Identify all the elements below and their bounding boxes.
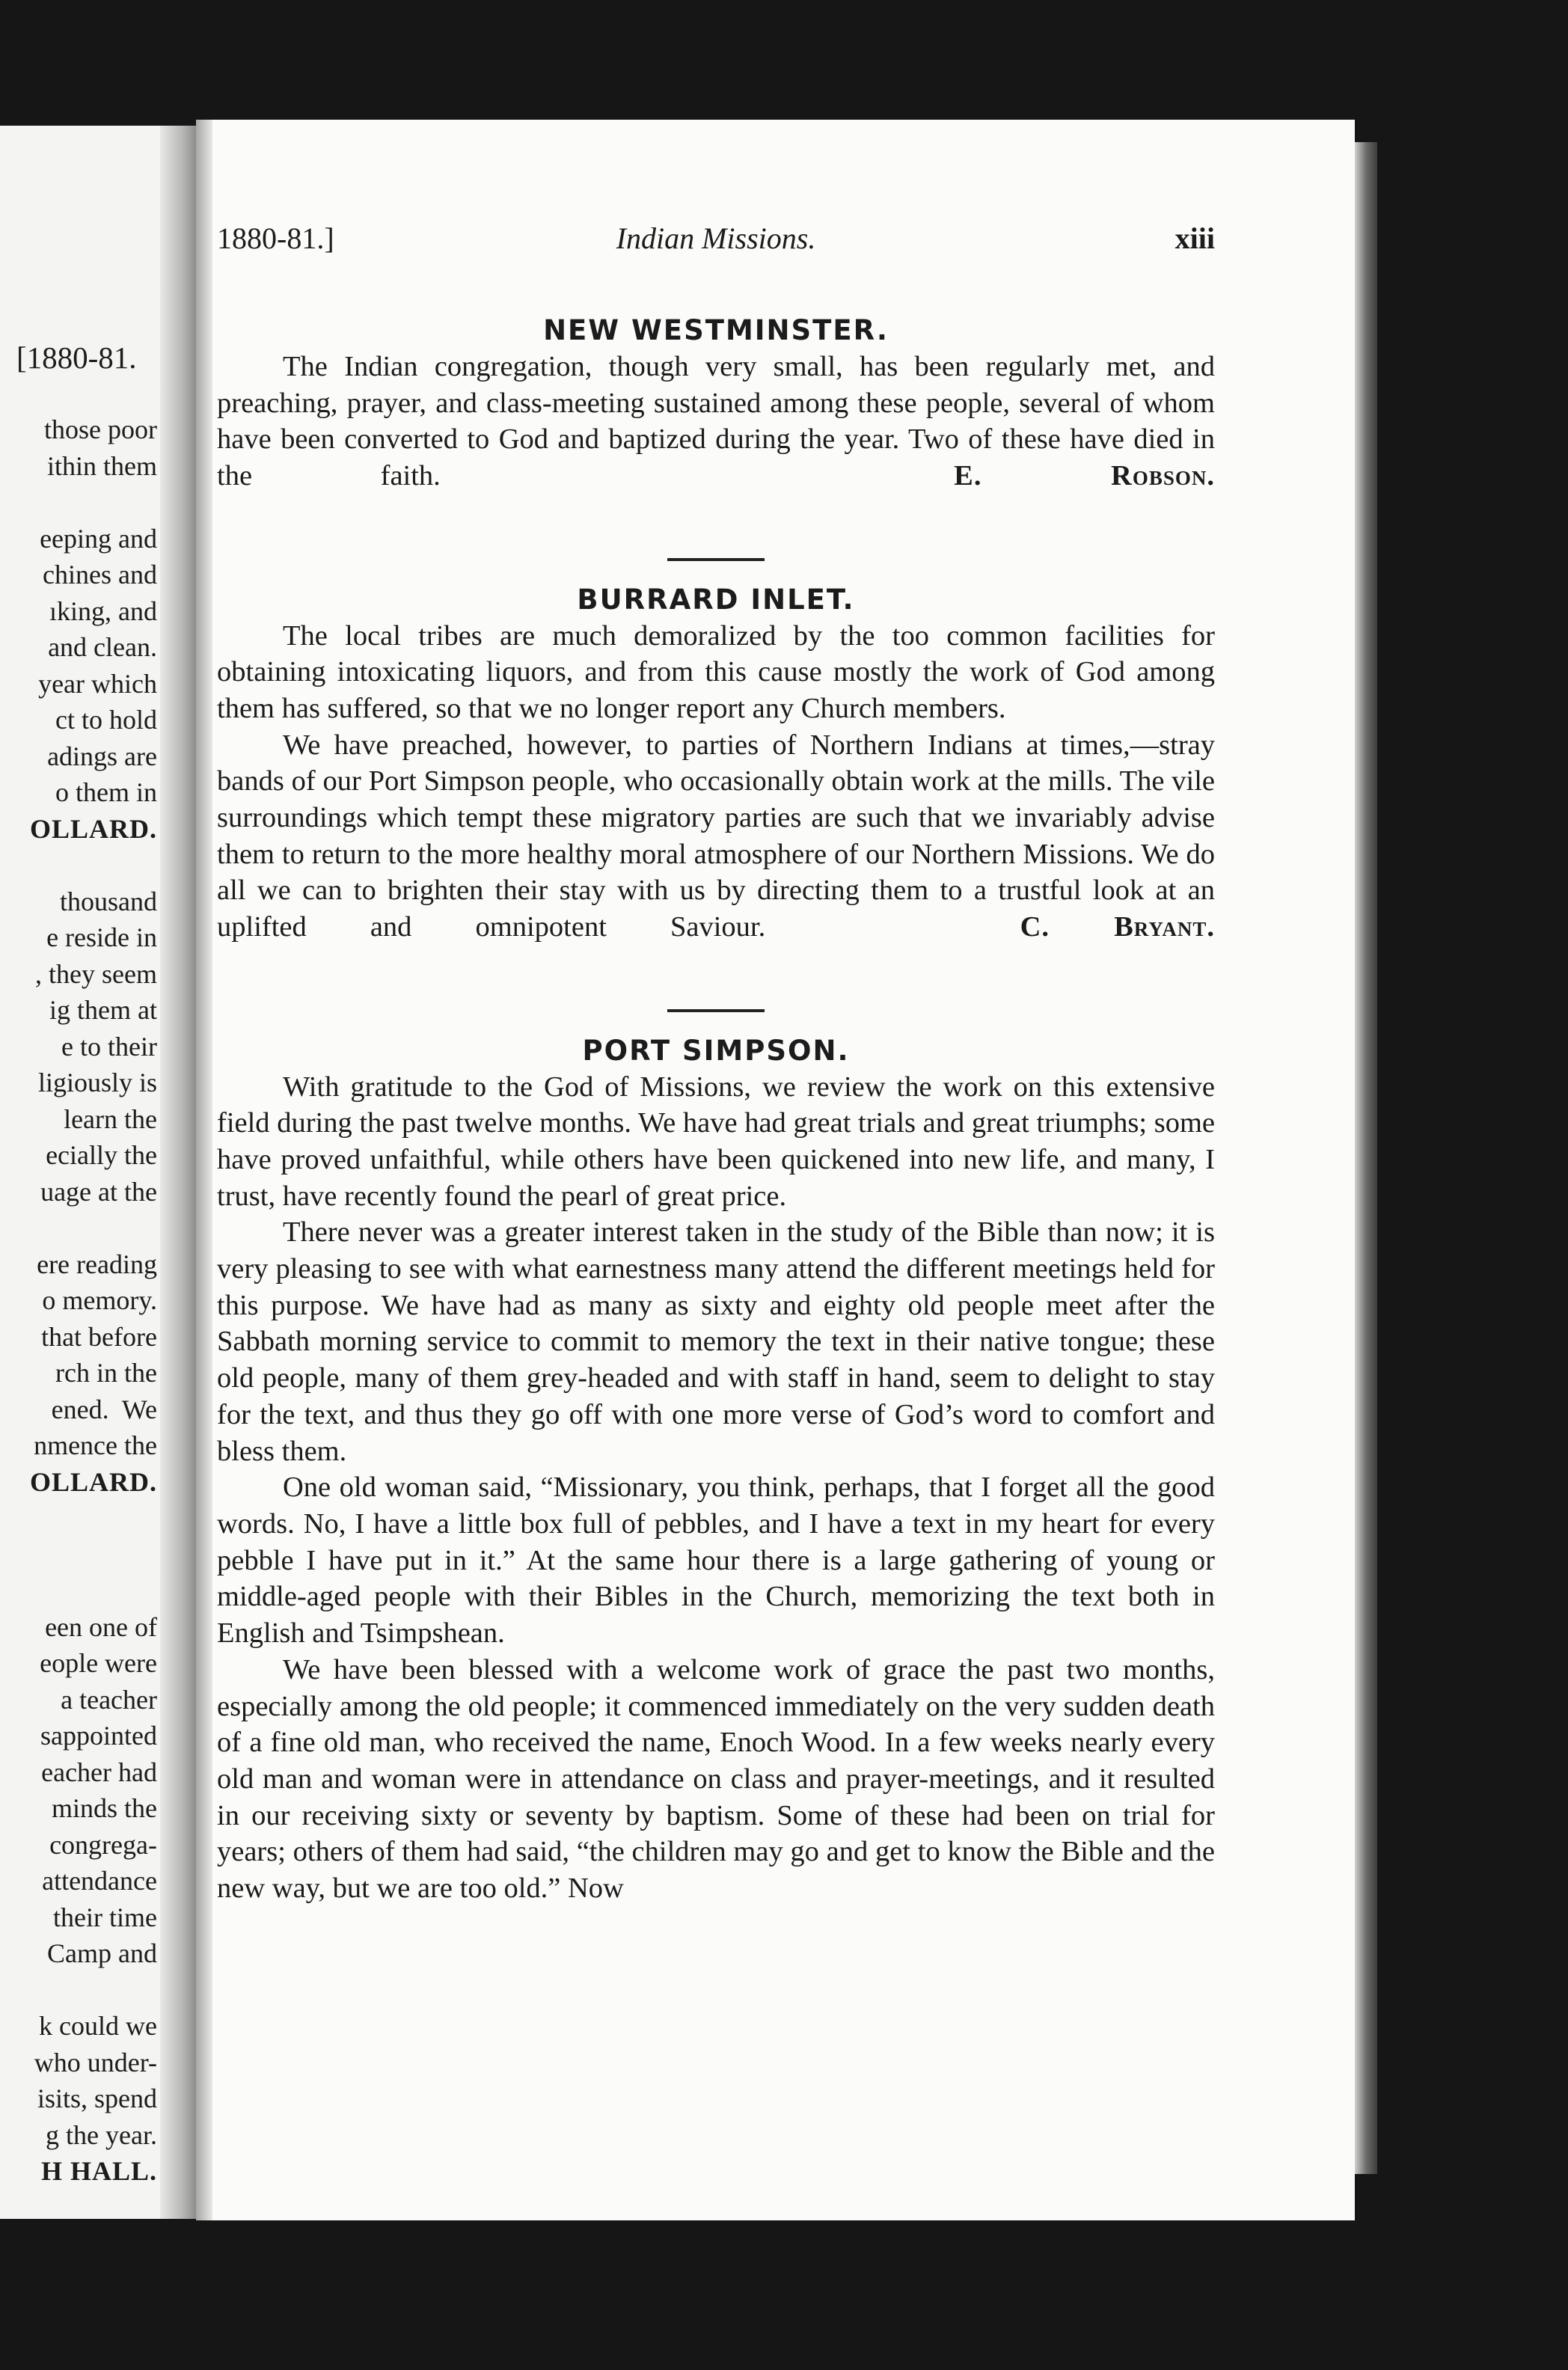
running-head bbox=[217, 221, 1215, 258]
section-heading-port-simpson: PORT SIMPSON. bbox=[582, 1034, 850, 1067]
previous-page-line: eople were bbox=[40, 1648, 157, 1678]
previous-page-line: learn the bbox=[64, 1103, 157, 1134]
previous-page-gap bbox=[30, 484, 157, 521]
previous-page-line: ct to hold bbox=[55, 705, 157, 735]
previous-page-line: and clean. bbox=[48, 632, 157, 662]
previous-page-line: that before bbox=[41, 1321, 157, 1352]
signature: C. Bryant. bbox=[1020, 911, 1216, 943]
previous-page-line: attendance bbox=[42, 1866, 157, 1896]
running-head-year: 1880-81.] bbox=[217, 221, 334, 255]
previous-page-text bbox=[30, 411, 157, 2190]
previous-page-gap bbox=[30, 1500, 157, 1537]
previous-page-line: een one of bbox=[45, 1611, 157, 1642]
previous-page-line: who under- bbox=[34, 2047, 157, 2077]
previous-page-line: OLLARD. bbox=[29, 813, 157, 844]
previous-page-line: OLLARD. bbox=[29, 1466, 157, 1497]
section-paragraph: We have been blessed with a welcome work of grace the past two months, especially among the old people; it commenced immediately on the very sudden death of a fine old man, who received the name, Enoch Wood. In a few weeks nearly every old man and woman were in attendance on class and prayer-meetings, and it resulted in our receiving sixty or seventy by baptism. Some of these had been on trial for years; others of them had said, “the children may go and get to know the Bible and the new way, but we are too old.” Now bbox=[217, 1653, 1215, 1905]
previous-page-gap bbox=[30, 1972, 157, 2009]
running-head-title: Indian Missions. bbox=[616, 221, 816, 255]
previous-page-line: minds the bbox=[52, 1793, 157, 1823]
previous-page-line: chines and bbox=[43, 560, 157, 590]
previous-page-line: o them in bbox=[55, 777, 157, 807]
previous-page-gap bbox=[30, 1210, 157, 1246]
section-paragraph: With gratitude to the God of Missions, we review the work on this extensive field during the past twelve months. We have had great trials and great triumphs; some have proved unfaithful, while others have been quickened into new life, and many, I trust, have recently found the pearl of great price. bbox=[217, 1071, 1215, 1212]
page-body bbox=[217, 313, 1215, 1907]
section-heading-new-westminster: NEW WESTMINSTER. bbox=[543, 314, 889, 346]
section-paragraph: One old woman said, “Missionary, you think, perhaps, that I forget all the good words. No, I have a little box full of pebbles, and I have a text in my heart for every pebble I have put in it.” At the same hour there is a large gathering of young or middle-aged people with their Bibles in the Church, memorizing the text both in English and Tsimpshean. bbox=[217, 1472, 1215, 1650]
section-divider bbox=[667, 558, 765, 561]
previous-page-line: ligiously is bbox=[37, 1068, 157, 1097]
previous-page-line: eacher had bbox=[41, 1757, 157, 1787]
previous-page-line: nmence the bbox=[34, 1430, 157, 1460]
previous-page-header: [1880-81. bbox=[16, 340, 137, 375]
previous-page-line: ithin them bbox=[47, 450, 157, 481]
page-number: xiii bbox=[1175, 221, 1215, 255]
book-gutter bbox=[160, 126, 196, 2219]
previous-page-line: adings are bbox=[47, 741, 157, 771]
previous-page-line: a teacher bbox=[61, 1684, 157, 1715]
section-paragraph: The Indian congregation, though very small, has been regularly met, and preaching, prayer, and class-meeting sustained among these people, several of whom have been converted to God and baptized during the year. Two of these have died in the faith. E. Robson. bbox=[217, 351, 1216, 492]
page-stack-edge bbox=[1355, 142, 1377, 2174]
previous-page-line: year which bbox=[38, 668, 157, 699]
previous-page-line: rch in the bbox=[55, 1358, 157, 1388]
section-heading-burrard-inlet: BURRARD INLET. bbox=[577, 583, 855, 616]
previous-page-line: eeping and bbox=[40, 523, 157, 554]
previous-page-line: ened. We bbox=[51, 1394, 157, 1424]
previous-page-line: o memory. bbox=[42, 1285, 157, 1315]
previous-page-line: congrega- bbox=[49, 1829, 157, 1860]
previous-page-gap bbox=[30, 1573, 157, 1609]
previous-page-line: Camp and bbox=[47, 1938, 157, 1968]
previous-page-line: thousand bbox=[60, 886, 157, 916]
signature: E. Robson. bbox=[954, 460, 1216, 492]
previous-page-line: k could we bbox=[39, 2011, 157, 2041]
previous-page-line: , they seem bbox=[35, 958, 157, 989]
section-divider bbox=[667, 1009, 765, 1012]
previous-page-gap bbox=[30, 847, 157, 884]
section-paragraph: We have preached, however, to parties of Northern Indians at times,—stray bands of our Port Simpson people, who occasionally obtain work at the mills. The vile surroundings which tempt these migratory parties are such that we invariably advise them to return to the more healthy moral atmosphere of our Northern Missions. We do all we can to brighten their stay with us by directing them to a trustful look at an uplifted and omnipotent Saviour. C. Bryant. bbox=[217, 729, 1216, 943]
previous-page-line: uage at the bbox=[40, 1176, 157, 1207]
previous-page-line: ecially the bbox=[46, 1140, 157, 1170]
previous-page-line: g the year. bbox=[46, 2119, 157, 2150]
previous-page-gap bbox=[30, 1537, 157, 1573]
previous-page-line: those poor bbox=[44, 414, 157, 444]
previous-page-line: sappointed bbox=[40, 1721, 157, 1751]
section-paragraph: The local tribes are much demoralized by the too common facilities for obtaining intoxicating liquors, and from this cause mostly the work of God among them has suffered, so that we no longer report any Church members. bbox=[217, 619, 1215, 724]
previous-page-line: e reside in bbox=[46, 922, 157, 952]
previous-page-line: isits, spend bbox=[37, 2083, 157, 2113]
previous-page-line: their time bbox=[53, 1902, 157, 1932]
section-paragraph: There never was a greater interest taken in the study of the Bible than now; it is very pleasing to see with what earnestness many attend the different meetings held for this purpose. We have had as many as sixty and eighty old people meet after the Sabbath morning service to commit to memory the text in their native tongue; these old people, many of them grey-headed and with staff in hand, seem to delight to stay for the text, and thus they go off with one more verse of God’s word to comfort and bless them. bbox=[217, 1216, 1215, 1467]
previous-page-line: ere reading bbox=[37, 1249, 157, 1279]
previous-page-line: e to their bbox=[61, 1031, 157, 1062]
previous-page-line: ig them at bbox=[49, 995, 157, 1025]
previous-page-line: ıking, and bbox=[49, 595, 157, 626]
previous-page-line: H HALL. bbox=[40, 2156, 157, 2186]
